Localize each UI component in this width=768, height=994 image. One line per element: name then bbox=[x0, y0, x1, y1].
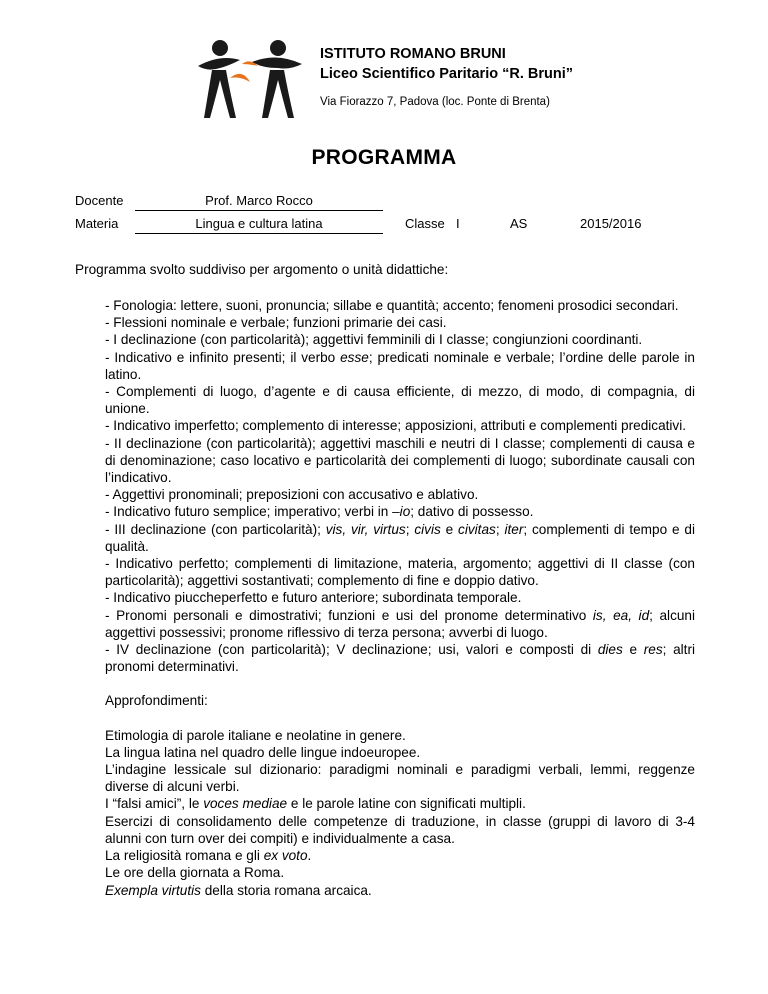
approfondimento-item: Exempla virtutis della storia romana arcaica. bbox=[105, 882, 372, 898]
program-item: - Indicativo perfetto; complementi di limitazione, materia, argomento; aggettivi di II classe (con particolarità); aggettivi sostantivati; complemento di fine e doppio dativo. bbox=[105, 556, 695, 589]
program-item: - II declinazione (con particolarità); aggettivi maschili e neutri di I classe; complementi di causa e di denominazione; caso locativo e particolarità dei complementi di luogo; subordinate causali con l’indicativo. bbox=[105, 435, 695, 486]
program-item: - Indicativo futuro semplice; imperativo; verbi in –io; dativo di possesso. bbox=[105, 504, 534, 520]
approfondimento-item: La religiosità romana e gli ex voto. bbox=[105, 848, 312, 864]
school-subtitle: Liceo Scientifico Paritario “R. Bruni” bbox=[320, 66, 573, 82]
school-header bbox=[320, 44, 573, 110]
approfondimento-item: I “falsi amici”, le voces mediae e le parole latine con significati multipli. bbox=[105, 796, 526, 812]
materia-value: Lingua e cultura latina bbox=[135, 216, 383, 234]
program-list bbox=[105, 297, 695, 675]
program-item: - Pronomi personali e dimostrativi; funzioni e usi del pronome determinativo is, ea, id; alcuni aggettivi possessivi; pronome riflessivo di terza persona; avverbi di luogo. bbox=[105, 607, 696, 640]
docente-label: Docente bbox=[75, 193, 124, 208]
program-item: - III declinazione (con particolarità); vis, vir, virtus; civis e civitas; iter; complementi di tempo e di qualità. bbox=[105, 521, 695, 554]
program-item: - Indicativo imperfetto; complemento di interesse; apposizioni, attributi e complementi predicativi. bbox=[105, 418, 687, 434]
approfondimento-item: Etimologia di parole italiane e neolatine in genere. bbox=[105, 727, 406, 743]
classe-value: I bbox=[456, 216, 460, 231]
classe-label: Classe bbox=[405, 216, 445, 231]
school-address: Via Fiorazzo 7, Padova (loc. Ponte di Brenta) bbox=[320, 96, 550, 108]
approfondimento-item: L’indagine lessicale sul dizionario: paradigmi nominali e paradigmi verbali, lemmi, reggenze diverse di alcuni verbi. bbox=[105, 762, 695, 795]
program-item: - Fonologia: lettere, suoni, pronuncia; sillabe e quantità; accento; fenomeni prosodici secondari. bbox=[105, 298, 679, 313]
approfondimento-item: La lingua latina nel quadro delle lingue indoeuropee. bbox=[105, 744, 421, 760]
approfondimento-item: Le ore della giornata a Roma. bbox=[105, 865, 285, 881]
approfondimento-item: Esercizi di consolidamento delle competenze di traduzione, in classe (gruppi di lavoro di 3-4 alunni con turn over dei compiti) e individualmente a casa. bbox=[105, 813, 695, 846]
program-item: - Indicativo piuccheperfetto e futuro anteriore; subordinata temporale. bbox=[105, 590, 522, 606]
school-logo-icon bbox=[190, 38, 308, 122]
program-content bbox=[105, 297, 695, 899]
materia-label: Materia bbox=[75, 216, 119, 231]
school-name: ISTITUTO ROMANO BRUNI bbox=[320, 46, 506, 62]
program-item: - IV declinazione (con particolarità); V declinazione; usi, valori e composti di dies e res; altri pronomi determinativi. bbox=[105, 642, 695, 675]
approfondimenti-list bbox=[105, 727, 695, 899]
program-item: - I declinazione (con particolarità); aggettivi femminili di I classe; congiunzioni coordinanti. bbox=[105, 332, 643, 348]
program-item: - Complementi di luogo, d’agente e di causa efficiente, di mezzo, di modo, di compagnia, di unione. bbox=[105, 384, 695, 417]
program-item: - Aggettivi pronominali; preposizioni con accusativo e ablativo. bbox=[105, 487, 479, 503]
page-title: PROGRAMMA bbox=[311, 146, 457, 169]
program-item: - Indicativo e infinito presenti; il verbo esse; predicati nominale e verbale; l’ordine delle parole in latino. bbox=[105, 349, 695, 382]
docente-value: Prof. Marco Rocco bbox=[135, 193, 383, 211]
approfondimenti-title: Approfondimenti: bbox=[105, 693, 208, 709]
program-item: - Flessioni nominale e verbale; funzioni primarie dei casi. bbox=[105, 315, 447, 331]
program-intro: Programma svolto suddiviso per argomento o unità didattiche: bbox=[75, 262, 449, 277]
anno-value: 2015/2016 bbox=[580, 216, 642, 231]
sezione-value: AS bbox=[510, 216, 528, 231]
